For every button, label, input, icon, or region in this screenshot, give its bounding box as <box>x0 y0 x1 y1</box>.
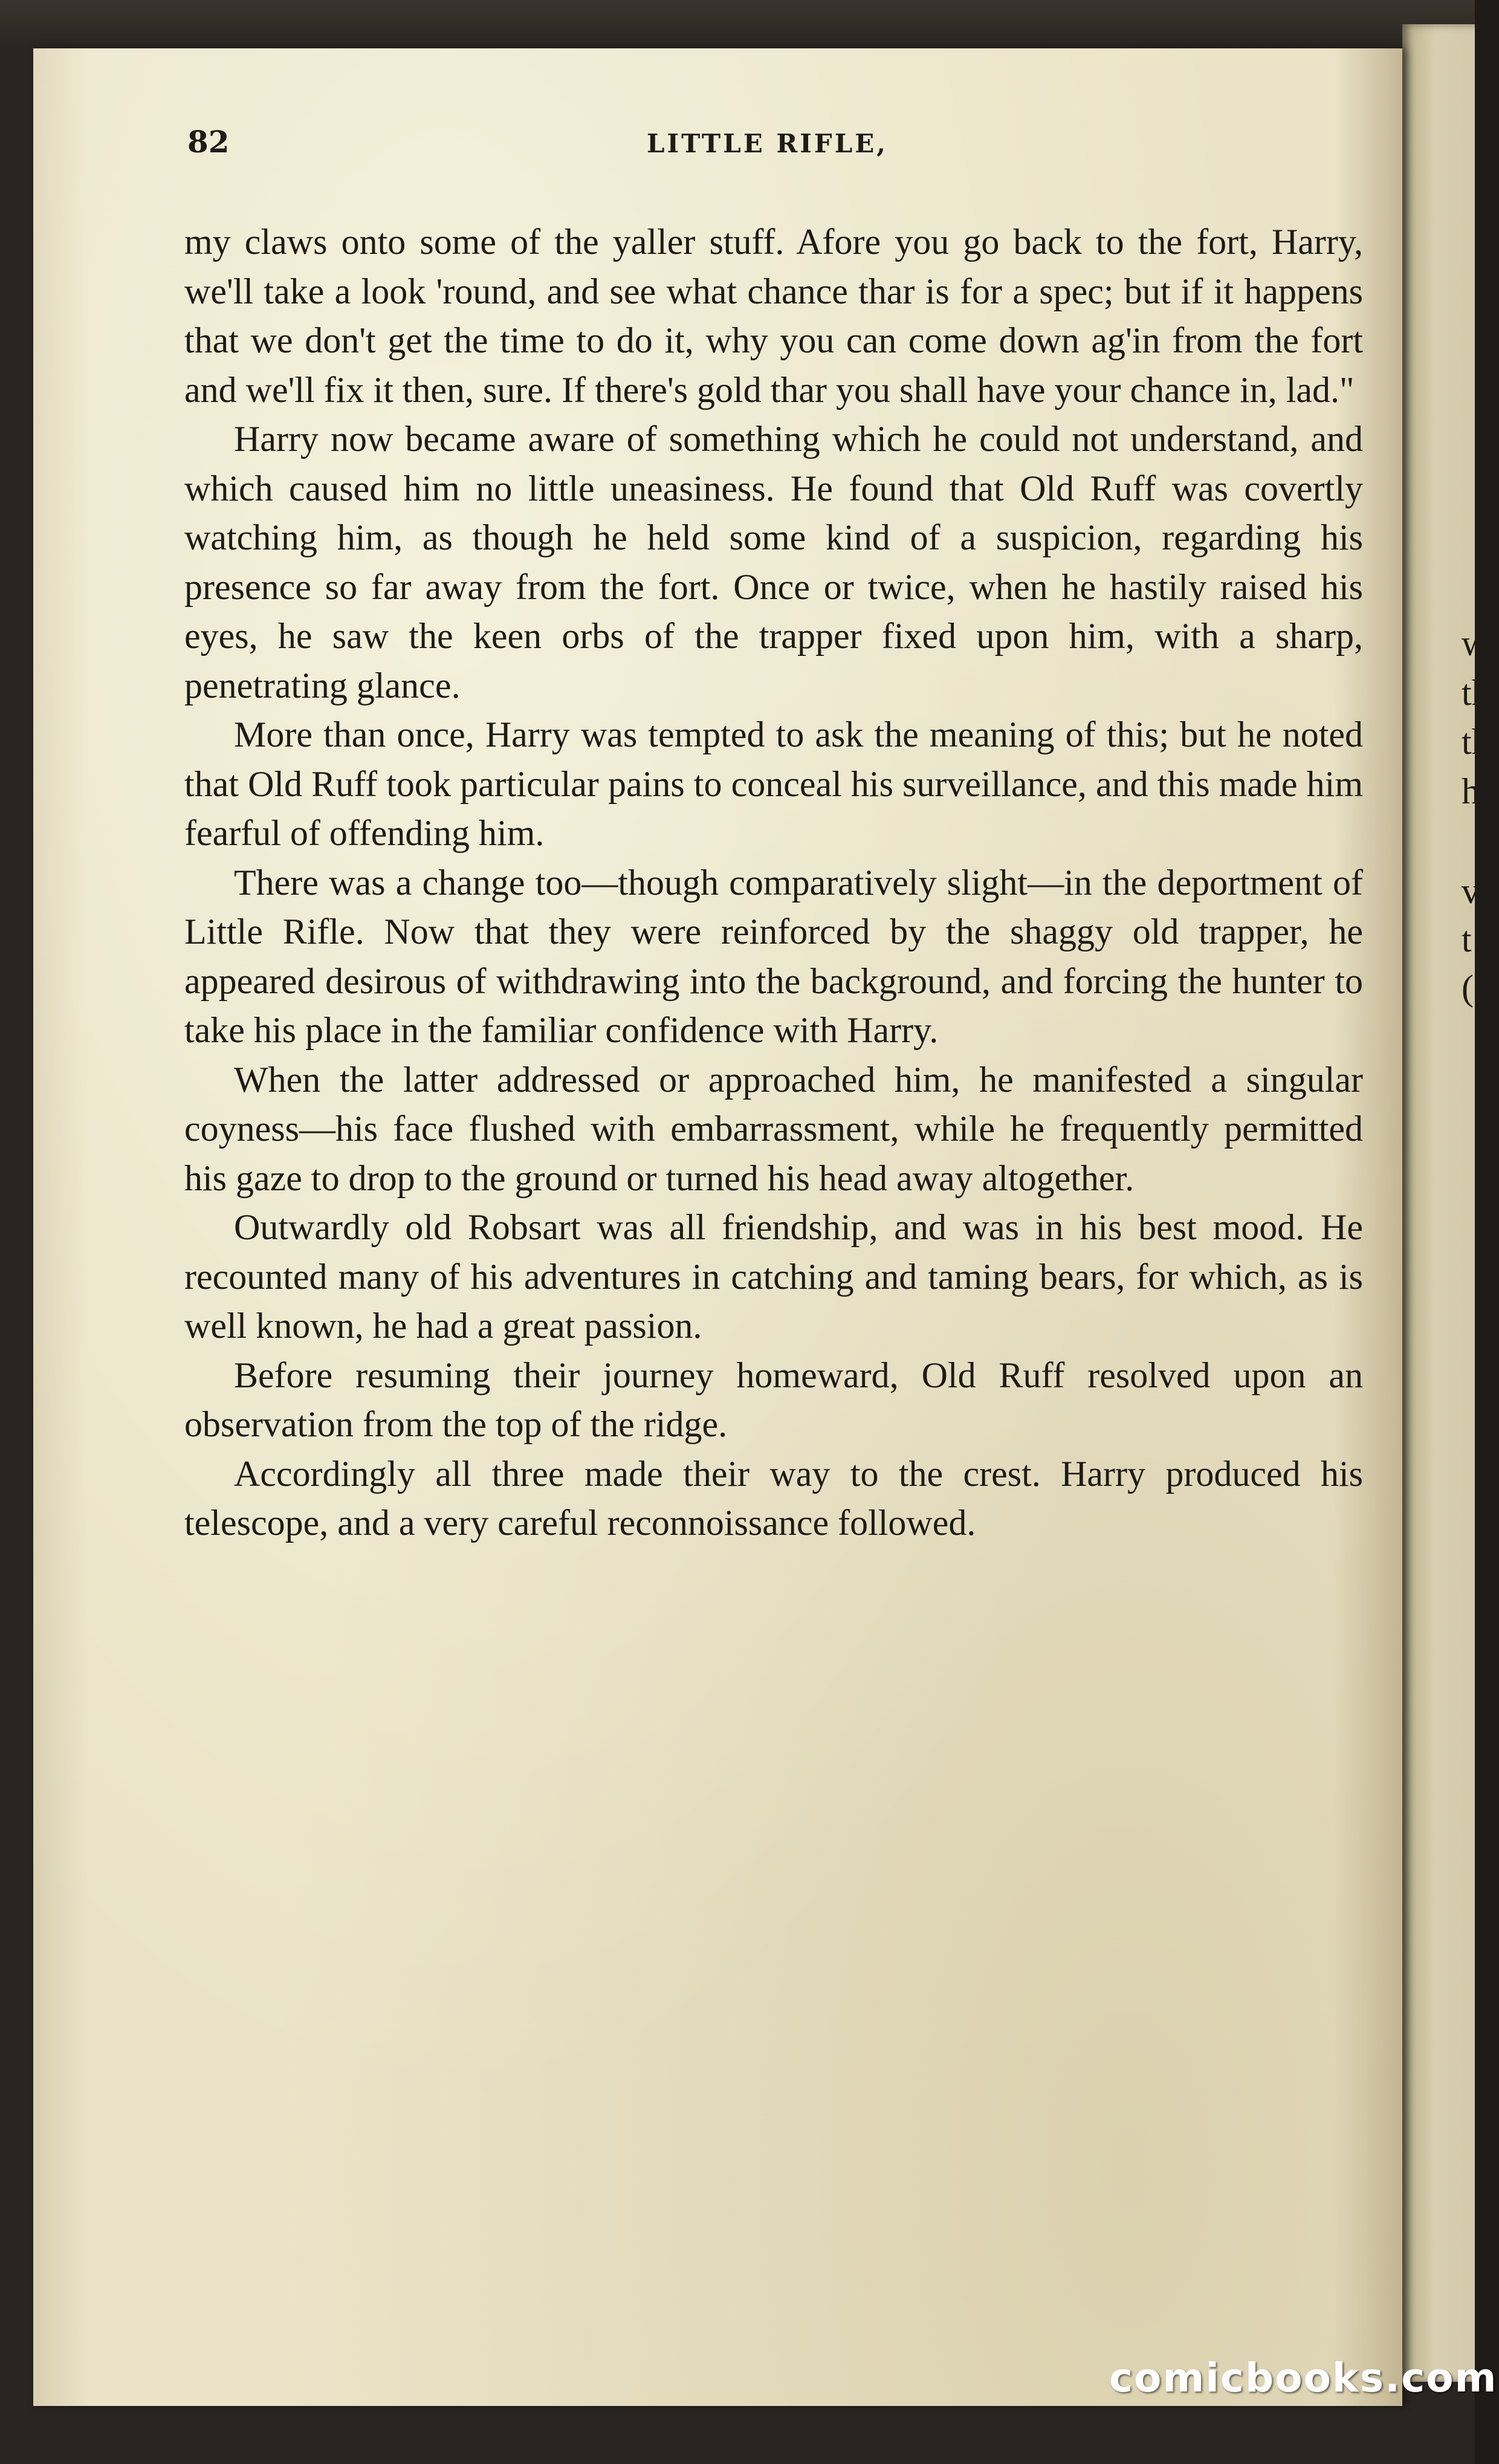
adjacent-page-fragment: ( <box>1462 968 1474 1008</box>
watermark: comicbooks.com <box>1109 2355 1498 2401</box>
paragraph: More than once, Harry was tempted to ask the meaning of this; but he noted that Old Ruff took particular pains to conceal his surveillance, and this made him fearful of offending him. <box>184 715 1363 853</box>
running-head: LITTLE RIFLE, <box>647 129 888 158</box>
page-number: 82 <box>187 124 230 160</box>
paragraph: There was a change too—though comparatively slight—in the deportment of Little Rifle. Now that they were reinforced by the shaggy old trapper, he appeared desirous of withdrawing into the background, and forcing the hunter to take his place in the familiar confidence with Harry. <box>184 862 1363 1050</box>
adjacent-page-fragment: h <box>1462 771 1480 811</box>
adjacent-page-fragment: v <box>1462 871 1480 911</box>
body-text <box>184 218 1363 1548</box>
paragraph: Harry now became aware of something which he could not understand, and which caused him no little uneasiness. He found that Old Ruff was covertly watching him, as though he held some kind of a suspicion, regarding his presence so far away from the fort. Once or twice, when he hastily raised his eyes, he saw the keen orbs of the trapper fixed upon him, with a sharp, penetrating glance. <box>184 419 1363 705</box>
book-top-edge <box>0 0 1499 48</box>
paragraph: Accordingly all three made their way to the crest. Harry produced his telescope, and a very careful reconnoissance followed. <box>184 1453 1363 1543</box>
page-header <box>187 124 1363 166</box>
paragraph: Before resuming their journey homeward, Old Ruff resolved upon an observation from the top of the ridge. <box>184 1355 1363 1444</box>
adjacent-page-fragment: th <box>1462 673 1490 713</box>
adjacent-page-fragment: t <box>1462 919 1472 959</box>
adjacent-page-fragment: th <box>1462 722 1490 762</box>
adjacent-page-fragment: w <box>1462 623 1488 663</box>
book-edge-strip <box>1475 0 1499 2464</box>
paragraph: my claws onto some of the yaller stuff. Afore you go back to the fort, Harry, we'll take a look 'round, and see what chance thar is for a spec; but if it happens that we don't get the time to do it, why you can come down ag'in from the fort and we'll fix it then, sure. If there's gold thar you shall have your chance in, lad." <box>184 222 1363 410</box>
paragraph: Outwardly old Robsart was all friendship, and was in his best mood. He recounted many of his adventures in catching and taming bears, for which, as is well known, he had a great passion. <box>184 1207 1363 1346</box>
paragraph: When the latter addressed or approached him, he manifested a singular coyness—his face flushed with embarrassment, while he frequently permitted his gaze to drop to the ground or turned his head away altogether. <box>184 1059 1363 1198</box>
